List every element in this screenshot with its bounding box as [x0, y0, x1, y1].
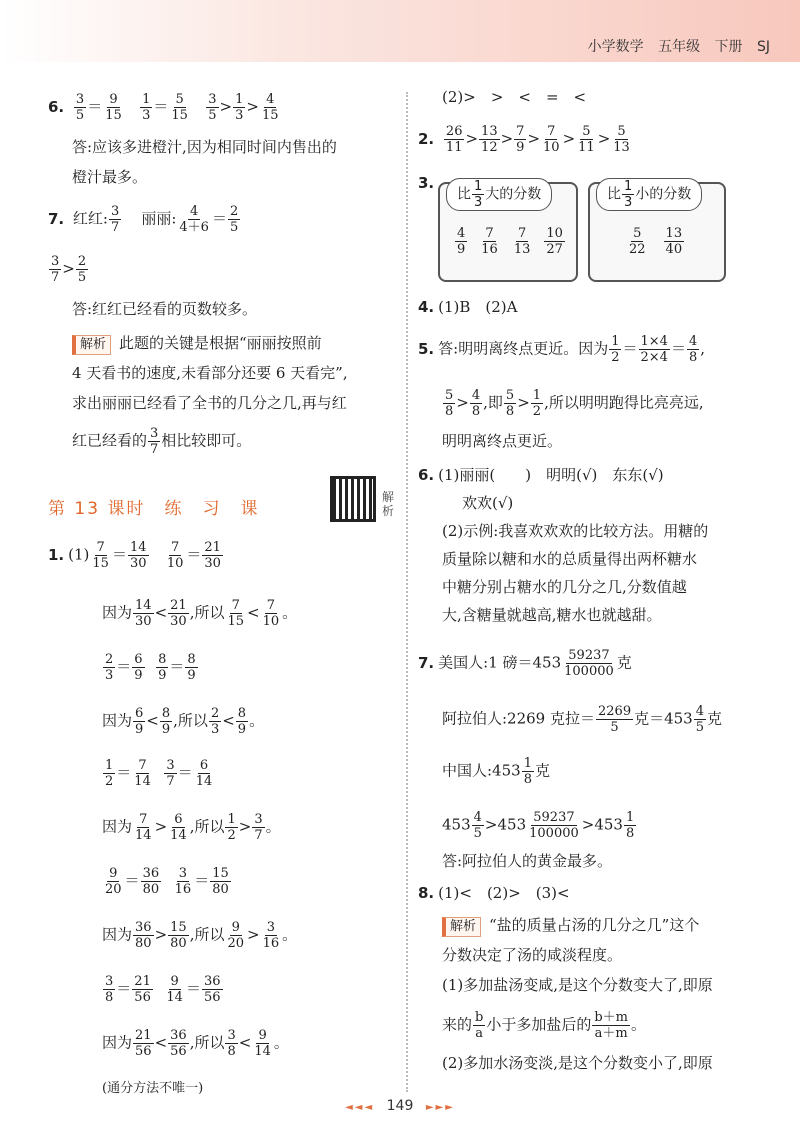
q3-number: 3. — [418, 174, 435, 192]
q6-number: 6. — [48, 97, 65, 116]
q1-part2: (2)> > < = < — [442, 88, 587, 106]
q1-because-1: 因为 $\frac{14}{30}$ < $\frac{21}{30}$ ,所以 $\frac{7}{15}$ < $\frac{7}{10}$ 。 — [102, 598, 298, 629]
q8-number: 8. — [418, 884, 435, 902]
q7-chinese: 中国人:453 $\frac{1}{8}$ 克 — [442, 756, 550, 787]
footer-right-arrows: ►►► — [425, 1102, 455, 1113]
page-number: 149 — [386, 1098, 414, 1114]
q3-number-line — [418, 172, 438, 194]
header-edition: SJ — [756, 39, 770, 55]
column-divider — [406, 92, 408, 1092]
q7-number: 7. — [48, 209, 65, 228]
greater-frame — [438, 179, 578, 282]
q5-line-2: $\frac{5}{8}$ > $\frac{4}{8}$ ,即 $\frac{5}{8}$ > $\frac{1}{2}$ ,所以明明跑得比亮亮远, — [445, 388, 704, 419]
q7-hong-label: 红红: — [72, 209, 108, 228]
q6-answer-cont: 橙汁最多。 — [72, 168, 148, 186]
q7-answer: 答:阿拉伯人的黄金最多。 — [442, 852, 613, 870]
less-frame-title: 比 $\frac{1}{3}$ 小的分数 — [596, 178, 702, 211]
analysis-line: 分数决定了汤的咸淡程度。 — [442, 946, 623, 964]
analysis-line: 此题的关键是根据“丽丽按照前 — [119, 334, 322, 352]
q1-line-4: $\frac{9}{20}$ ＝ $\frac{36}{80}$ $\frac{3}{16}$ ＝ $\frac{15}{80}$ — [105, 866, 229, 897]
q7-number: 7. — [418, 653, 435, 672]
header-volume: 下册 — [714, 39, 743, 55]
greater-fractions: $\frac{4}{9}$ $\frac{7}{16}$ $\frac{7}{13}$ $\frac{10}{27}$ — [457, 226, 563, 257]
q1-because-4: 因为 $\frac{36}{80}$ > $\frac{15}{80}$ ,所以 $\frac{9}{20}$ > $\frac{3}{16}$ 。 — [102, 920, 298, 951]
q1-line-5: $\frac{3}{8}$ ＝ $\frac{21}{56}$ $\frac{9}{14}$ ＝ $\frac{36}{56}$ — [105, 974, 221, 1005]
q6-answer: 答:应该多进橙汁,因为相同时间内售出的 — [72, 138, 337, 156]
section-title: 第 13 课时 练 习 课 — [48, 499, 260, 519]
q1-number: 1. — [48, 545, 65, 564]
q1-because-2: 因为 $\frac{6}{9}$ < $\frac{8}{9}$ ,所以 $\frac{2}{3}$ < $\frac{8}{9}$ 。 — [102, 706, 265, 737]
analysis-line: (1)多加盐汤变咸,是这个分数变大了,即原 — [442, 976, 713, 994]
header-subject: 小学数学 — [587, 39, 644, 55]
less-fractions: $\frac{5}{22}$ $\frac{13}{40}$ — [629, 226, 683, 257]
qr-code[interactable] — [330, 476, 376, 522]
q6-line: 6. $\frac{3}{5}$ ＝ $\frac{9}{15}$ $\frac{1}{3}$ ＝ $\frac{5}{15}$ $\frac{3}{5}$ > $\frac{1}{3}$ > $\frac{4}{15}$ — [48, 92, 279, 123]
q7-compare: $\frac{3}{7}$ > $\frac{2}{5}$ — [51, 254, 87, 285]
footer-left-arrows: ◄◄◄ — [345, 1102, 375, 1113]
q7-compare: 453 $\frac{4}{5}$ >453 $\frac{59237}{100000}$ >453 $\frac{1}{8}$ — [442, 810, 635, 841]
q6-line-6: 大,含糖量就越高,糖水也就越甜。 — [442, 606, 662, 624]
page-header — [578, 36, 770, 56]
analysis-line: (2)多加水汤变淡,是这个分数变小了,即原 — [442, 1054, 713, 1072]
q7-answer: 答:红红已经看的页数较多。 — [72, 300, 258, 318]
q7-arab: 阿拉伯人:2269 克拉＝ $\frac{2269}{5}$ 克＝453 $\frac{4}{5}$ 克 — [442, 704, 723, 735]
greater-frame-title: 比 $\frac{1}{3}$ 大的分数 — [446, 178, 552, 211]
q1-because-3: 因为 $\frac{7}{14}$ > $\frac{6}{14}$ ,所以 $\frac{1}{2}$ > $\frac{3}{7}$ 。 — [102, 812, 281, 843]
q7-american: 7. 美国人:1 磅＝453 $\frac{59237}{100000}$ 克 — [418, 648, 632, 679]
q1-because-5: 因为 $\frac{21}{56}$ < $\frac{36}{56}$ ,所以 $\frac{3}{8}$ < $\frac{9}{14}$ 。 — [102, 1028, 289, 1059]
q6-line-2: 欢欢(√) — [462, 494, 514, 512]
q5-line-3: 明明离终点更近。 — [442, 432, 563, 450]
q6-line-5: 中糖分别占糖水的几分之几,分数值越 — [442, 578, 687, 596]
q6-line-1: 6. (1)丽丽( ) 明明(√) 东东(√) — [418, 466, 664, 484]
page-footer — [0, 1098, 800, 1114]
analysis-line: 求出丽丽已经看了全书的几分之几,再与红 — [72, 394, 347, 412]
q8-line: 8. (1)< (2)> (3)< — [418, 884, 570, 902]
q1-note: (通分方法不唯一) — [102, 1081, 204, 1096]
analysis-line: 红已经看的 $\frac{3}{7}$ 相比较即可。 — [72, 426, 252, 457]
q6-line-3: (2)示例:我喜欢欢欢的比较方法。用糖的 — [442, 522, 709, 540]
analysis-line: 来的 $\frac{b}{a}$ 小于多加盐后的 $\frac{b+m}{a+m}$ 。 — [442, 1010, 647, 1041]
q4-number: 4. — [418, 298, 435, 316]
q1-line-1: 1. (1) $\frac{7}{15}$ ＝ $\frac{14}{30}$ $\frac{7}{10}$ ＝ $\frac{21}{30}$ — [48, 540, 221, 571]
q1-line-3: $\frac{1}{2}$ ＝ $\frac{7}{14}$ $\frac{3}{7}$ ＝ $\frac{6}{14}$ — [105, 758, 213, 789]
q7-analysis — [72, 332, 322, 355]
analysis-line: 4 天看书的速度,未看部分还要 6 天看完”, — [72, 364, 348, 382]
q4-line: 4. (1)B (2)A — [418, 298, 518, 316]
q7-line: 7. 红红: $\frac{3}{7}$ 丽丽: $\frac{4}{4+6}$ ＝ $\frac{2}{5}$ — [48, 204, 239, 235]
q2-line: 2. $\frac{26}{11}$ > $\frac{13}{12}$ > $\frac{7}{9}$ > $\frac{7}{10}$ > $\frac{5}{11}$ > $\frac{5}{13}$ — [418, 124, 630, 155]
q1-line-2: $\frac{2}{3}$ ＝ $\frac{6}{9}$ $\frac{8}{9}$ ＝ $\frac{8}{9}$ — [105, 652, 196, 683]
q5-line-1: 5. 答:明明离终点更近。因为 $\frac{1}{2}$ ＝ $\frac{1\times 4}{2\times 4}$ ＝ $\frac{4}{8}$ , — [418, 334, 706, 365]
analysis-tag: 解析 — [72, 335, 111, 355]
q7-li-label: 丽丽: — [141, 209, 177, 228]
analysis-tag: 解析 — [442, 917, 481, 937]
q6-line-4: 质量除以糖和水的总质量得出两杯糖水 — [442, 550, 698, 568]
q6-number: 6. — [418, 466, 435, 484]
q2-number: 2. — [418, 129, 435, 148]
qr-label: 解析 — [382, 490, 395, 518]
q8-analysis: 解析 “盐的质量占汤的几分之几”这个 — [442, 914, 699, 937]
q5-number: 5. — [418, 339, 435, 358]
header-grade: 五年级 — [658, 39, 701, 55]
less-frame — [588, 179, 726, 282]
